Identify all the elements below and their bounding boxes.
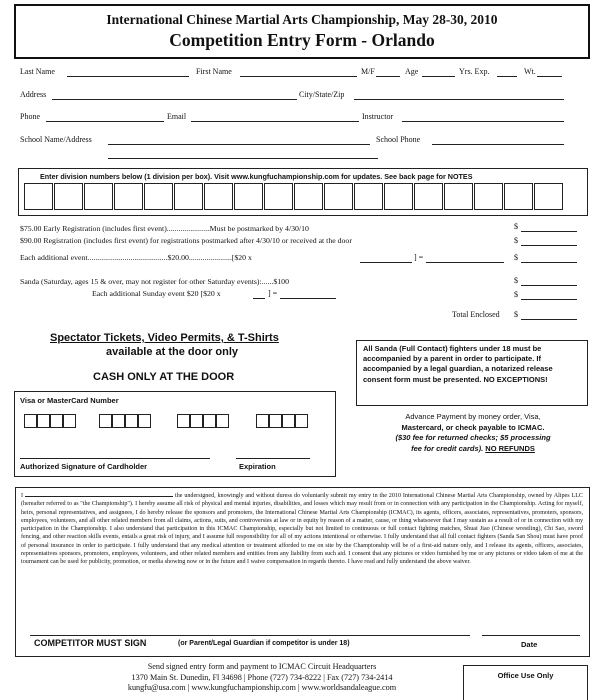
sanda-amount-field[interactable] — [521, 285, 577, 286]
footer-line-3: kungfu@usa.com | www.kungfuchampionship.com | www.worldsandaleague.com — [127, 683, 397, 692]
spectator-subheading: available at the door only — [106, 346, 239, 358]
card-number-label: Visa or MasterCard Number — [20, 396, 119, 405]
sanda-equals: ] = — [268, 289, 278, 298]
form-title: Competition Entry Form - Orlando — [169, 30, 435, 50]
card-group-3 — [177, 414, 229, 428]
instructor-label: Instructor — [362, 112, 394, 121]
competitor-sign-label: COMPETITOR MUST SIGN — [34, 638, 147, 648]
total-label: Total Enclosed — [452, 310, 500, 319]
city-field[interactable] — [354, 99, 564, 100]
sanda-additional-text: Each additional Sunday event $20 [$20 x — [92, 289, 221, 298]
sanda-dollar: $ — [514, 276, 518, 285]
last-name-field[interactable] — [67, 76, 189, 77]
card-digit[interactable] — [256, 414, 269, 428]
additional-event-text: Each additional event.........................................$20.00......................[$20 x — [20, 253, 252, 262]
early-registration-text: $75.00 Early Registration (includes first event)......................Must be postmarked by 4/30/10 — [20, 224, 309, 233]
card-digit[interactable] — [138, 414, 151, 428]
division-cell[interactable] — [54, 183, 83, 210]
event-title: International Chinese Martial Arts Championship, May 28-30, 2010 — [106, 12, 498, 27]
card-digit[interactable] — [177, 414, 190, 428]
card-digit[interactable] — [269, 414, 282, 428]
division-cell[interactable] — [24, 183, 53, 210]
cash-only-notice: CASH ONLY AT THE DOOR — [93, 371, 235, 383]
sanda-additional-amount-field[interactable] — [521, 299, 577, 300]
instructor-field[interactable] — [402, 121, 564, 122]
card-digit[interactable] — [125, 414, 138, 428]
regular-dollar: $ — [514, 236, 518, 245]
additional-subtotal-field[interactable] — [426, 262, 504, 263]
division-cell[interactable] — [234, 183, 263, 210]
weight-label: Wt. — [524, 67, 536, 76]
city-label: City/State/Zip — [299, 90, 345, 99]
cardholder-signature-label: Authorized Signature of Cardholder — [20, 462, 148, 471]
experience-label: Yrs. Exp. — [459, 67, 490, 76]
card-digit[interactable] — [112, 414, 125, 428]
weight-field[interactable] — [537, 76, 562, 77]
waiver-name-field[interactable] — [25, 490, 173, 497]
address-field[interactable] — [52, 99, 297, 100]
date-label: Date — [521, 640, 538, 649]
card-digit[interactable] — [50, 414, 63, 428]
card-digit[interactable] — [63, 414, 76, 428]
card-group-1 — [24, 414, 76, 428]
early-dollar: $ — [514, 222, 518, 231]
division-cell[interactable] — [444, 183, 473, 210]
card-digit[interactable] — [203, 414, 216, 428]
sanda-fee-text: Sanda (Saturday, ages 15 & over, may not register for other Saturday events):......$100 — [20, 277, 289, 286]
division-cells — [24, 183, 564, 210]
total-dollar: $ — [514, 310, 518, 319]
division-cell[interactable] — [204, 183, 233, 210]
card-digit[interactable] — [190, 414, 203, 428]
school-name-field[interactable] — [108, 144, 370, 145]
age-label: Age — [405, 67, 419, 76]
advance-line-4: fee for credit cards). — [411, 443, 484, 453]
sanda-notice: All Sanda (Full Contact) fighters under 18 must be accompanied by a parent in order to participate. If accompanied by a legal guardian, a notarized release consent form must be presented. NO EXCEPTIONS! — [356, 340, 588, 406]
division-instructions: Enter division numbers below (1 division per box). Visit www.kungfuchampionship.com for updates. See back page for NOTES — [40, 172, 473, 181]
email-label: Email — [167, 112, 187, 121]
additional-amount-field[interactable] — [521, 262, 577, 263]
division-cell[interactable] — [294, 183, 323, 210]
division-cell[interactable] — [324, 183, 353, 210]
card-digit[interactable] — [282, 414, 295, 428]
total-field[interactable] — [521, 319, 577, 320]
footer — [82, 662, 442, 694]
guardian-note: (or Parent/Legal Guardian if competitor is under 18) — [178, 640, 350, 647]
division-cell[interactable] — [114, 183, 143, 210]
age-field[interactable] — [422, 76, 455, 77]
division-cell[interactable] — [144, 183, 173, 210]
last-name-label: Last Name — [20, 67, 55, 76]
card-digit[interactable] — [295, 414, 308, 428]
additional-dollar: $ — [514, 253, 518, 262]
additional-count-field[interactable] — [360, 262, 412, 263]
expiration-field[interactable] — [236, 458, 310, 459]
first-name-field[interactable] — [240, 76, 357, 77]
card-digit[interactable] — [24, 414, 37, 428]
division-cell[interactable] — [534, 183, 563, 210]
division-cell[interactable] — [414, 183, 443, 210]
experience-field[interactable] — [497, 76, 517, 77]
card-digit[interactable] — [37, 414, 50, 428]
sanda-subtotal-field[interactable] — [280, 298, 336, 299]
no-refunds-notice: NO REFUNDS — [485, 443, 535, 453]
address-label: Address — [20, 90, 47, 99]
card-digit[interactable] — [99, 414, 112, 428]
registration-text: $90.00 Registration (includes first event) for registrations postmarked after 4/30/10 or received at the door — [20, 236, 352, 245]
advance-payment-notice — [358, 412, 588, 454]
phone-label: Phone — [20, 112, 40, 121]
office-use-box: Office Use Only — [463, 665, 588, 700]
division-cell[interactable] — [84, 183, 113, 210]
division-cell[interactable] — [474, 183, 503, 210]
advance-line-3: ($30 fee for returned checks; $5 processing — [395, 433, 551, 442]
card-group-4 — [256, 414, 308, 428]
waiver-body: the undersigned, knowingly and without duress do voluntarily submit my entry in the 2010 International Chinese Martial Arts Championship, owned by Alipes LLC (hereafter referred to as "the Championship"). I hereby assume all risk of physical and mental injuries, disabilities, and losses which may result from or in connection with any participation in the Championship. Acting for myself, heirs, personal representatives, and assignees, I do hereby release the sponsors and promoters, the International Chinese Martial Arts Championship (ICMAC), its agents, officers, associates, representatives, promoters, sponsors, employees, volunteers, and all other related members from all claims, actions, suits, and controversies at law or in equity by reason of a matter, cause, or thing whatsoever that I may sustain as a result of or in connection with my participation in the Championship. I also understand that participation in this ICMAC Championship, especially but not limited to continuous or full contact fighting matches, Shuai Jiao (Chinese wrestling), Chi Sao, sword fencing, and other reaction skills events, entails a great risk of injury, and I assume full responsibility for all of my actions intentional or otherwise. I fully understand that all full contact fighters (Sanda San Shou) must have proof of personal insurance in order to participate. I fully understand that any medical attention or treatment afforded to me on site by the Championship will be of a first-aid nature only, and I release its agents, officers, associates, representatives sponsors, promoters, employees, volunteers, and other related members and entities from any liability from such aid. I consent that any pictures or video furnished by me or any pictures or video taken of me at the tournament can be used for publicity, promotion, or media showing now or in the future and I waive compensation in regards thereto. I have read and fully understand the above waiver. — [21, 493, 583, 565]
waiver-text — [21, 490, 583, 566]
first-name-label: First Name — [196, 67, 232, 76]
date-field[interactable] — [482, 635, 580, 636]
advance-line-1: Advance Payment by money order, Visa, — [405, 412, 541, 421]
advance-line-2: Mastercard, or check payable to ICMAC. — [401, 422, 545, 432]
waiver-prefix: I — [21, 493, 24, 499]
cardholder-signature-field[interactable] — [20, 458, 210, 459]
division-cell[interactable] — [504, 183, 533, 210]
sanda-additional-dollar: $ — [514, 290, 518, 299]
school-name-label: School Name/Address — [20, 135, 92, 144]
division-cell[interactable] — [354, 183, 383, 210]
title-box — [14, 4, 590, 59]
phone-field[interactable] — [46, 121, 164, 122]
division-cell[interactable] — [384, 183, 413, 210]
footer-line-1: Send signed entry form and payment to ICMAC Circuit Headquarters — [147, 662, 377, 671]
gender-label: M/F — [361, 67, 375, 76]
sanda-count-field[interactable] — [253, 298, 265, 299]
competitor-signature-field[interactable] — [30, 635, 470, 636]
school-address-field[interactable] — [108, 158, 378, 159]
regular-amount-field[interactable] — [521, 245, 577, 246]
email-field[interactable] — [191, 121, 359, 122]
early-amount-field[interactable] — [521, 231, 577, 232]
card-group-2 — [99, 414, 151, 428]
expiration-label: Expiration — [239, 462, 276, 471]
additional-equals: ] = — [414, 253, 424, 262]
division-cell[interactable] — [174, 183, 203, 210]
school-phone-label: School Phone — [376, 135, 421, 144]
spectator-heading: Spectator Tickets, Video Permits, & T-Shirts — [50, 332, 279, 344]
card-digit[interactable] — [216, 414, 229, 428]
footer-line-2: 1370 Main St. Dunedin, Fl 34698 | Phone (727) 734-8222 | Fax (727) 734-2414 — [131, 672, 393, 682]
division-cell[interactable] — [264, 183, 293, 210]
gender-field[interactable] — [376, 76, 400, 77]
school-phone-field[interactable] — [432, 144, 564, 145]
